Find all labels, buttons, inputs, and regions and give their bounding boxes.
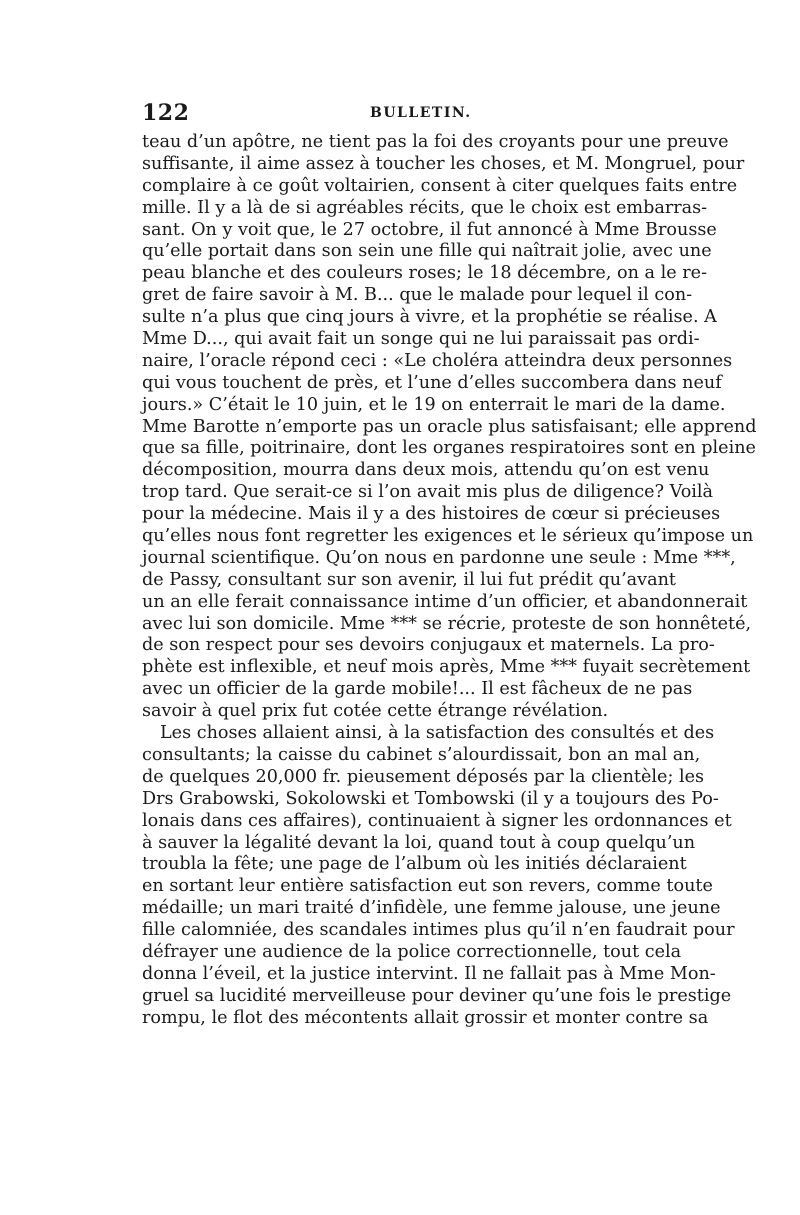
text-line: Mme Barotte n’emporte pas un oracle plus satisfaisant; elle apprend (142, 416, 757, 437)
text-line: sant. On y voit que, le 27 octobre, il fut annoncé à Mme Brousse (142, 219, 717, 240)
text-line: défrayer une audience de la police correctionnelle, tout cela (142, 941, 682, 962)
text-line: jours.» C’était le 10 juin, et le 19 on enterrait le mari de la dame. (142, 394, 726, 415)
running-head: BULLETIN. (370, 105, 472, 121)
text-line: avec lui son domicile. Mme *** se récrie, proteste de son honnêteté, (142, 613, 752, 634)
text-line: troubla la fête; une page de l’album où les initiés déclaraient (142, 854, 687, 875)
page-number: 122 (142, 100, 190, 126)
text-line: peau blanche et des couleurs roses; le 18 décembre, on a le re- (142, 263, 708, 284)
page-header (142, 100, 672, 128)
text-line: teau d’un apôtre, ne tient pas la foi des croyants pour une preuve (142, 132, 729, 152)
text-line: décomposition, mourra dans deux mois, attendu qu’on est venu (142, 460, 710, 481)
body-text (142, 132, 757, 1030)
text-line: fille calomniée, des scandales intimes plus qu’il n’en faudrait pour (142, 920, 735, 941)
text-line: avec un officier de la garde mobile!... Il est fâcheux de ne pas (142, 679, 693, 700)
text-line: Mme D..., qui avait fait un songe qui ne lui paraissait pas ordi- (142, 329, 700, 350)
text-line: pour la médecine. Mais il y a des histoires de cœur si précieuses (142, 504, 721, 525)
text-line: savoir à quel prix fut cotée cette étrange révélation. (142, 701, 609, 722)
text-line: trop tard. Que serait-ce si l’on avait mis plus de diligence? Voilà (142, 482, 714, 503)
text-line: de quelques 20,000 fr. pieusement déposés par la clientèle; les (142, 766, 705, 787)
text-line: rompu, le flot des mécontents allait grossir et monter contre sa (142, 1007, 709, 1028)
text-line: de Passy, consultant sur son avenir, il lui fut prédit qu’avant (142, 569, 677, 590)
text-line: lonais dans ces affaires), continuaient à signer les ordonnances et (142, 810, 732, 831)
text-line: complaire à ce goût voltairien, consent à citer quelques faits entre (142, 175, 738, 196)
text-line: que sa fille, poitrinaire, dont les organes respiratoires sont en pleine (142, 438, 756, 459)
text-line: mille. Il y a là de si agréables récits, que le choix est embarras- (142, 197, 708, 218)
text-line: journal scientifique. Qu’on nous en pardonne une seule : Mme ***, (142, 547, 736, 568)
text-line: Drs Grabowski, Sokolowski et Tombowski (il y a toujours des Po- (142, 788, 719, 809)
text-line: un an elle ferait connaissance intime d’un officier, et abandonnerait (142, 591, 748, 612)
text-line: médaille; un mari traité d’infidèle, une femme jalouse, une jeune (142, 898, 721, 919)
text-line: donna l’éveil, et la justice intervint. Il ne fallait pas à Mme Mon- (142, 963, 716, 984)
text-line: naire, l’oracle répond ceci : «Le choléra atteindra deux personnes (142, 350, 733, 371)
text-line: Les choses allaient ainsi, à la satisfaction des consultés et des (160, 723, 715, 744)
text-line: suffisante, il aime assez à toucher les choses, et M. Mongruel, pour (142, 153, 745, 174)
text-line: de son respect pour ses devoirs conjugaux et maternels. La pro- (142, 635, 715, 656)
text-line: qu’elle portait dans son sein une fille qui naîtrait jolie, avec une (142, 241, 712, 262)
text-line: qui vous touchent de près, et l’une d’elles succombera dans neuf (142, 372, 722, 393)
text-line: à sauver la légalité devant la loi, quand tout à coup quelqu’un (142, 832, 696, 853)
text-line: en sortant leur entière satisfaction eut son revers, comme toute (142, 876, 713, 897)
text-line: phète est inflexible, et neuf mois après, Mme *** fuyait secrètement (142, 657, 751, 678)
text-line: sulte n’a plus que cinq jours à vivre, et la prophétie se réalise. A (142, 307, 717, 328)
text-line: gruel sa lucidité merveilleuse pour deviner qu’une fois le prestige (142, 985, 732, 1006)
text-line: consultants; la caisse du cabinet s’alourdissait, bon an mal an, (142, 744, 701, 765)
text-line: gret de faire savoir à M. B... que le malade pour lequel il con- (142, 285, 693, 306)
text-line: qu’elles nous font regretter les exigences et le sérieux qu’impose un (142, 526, 754, 547)
